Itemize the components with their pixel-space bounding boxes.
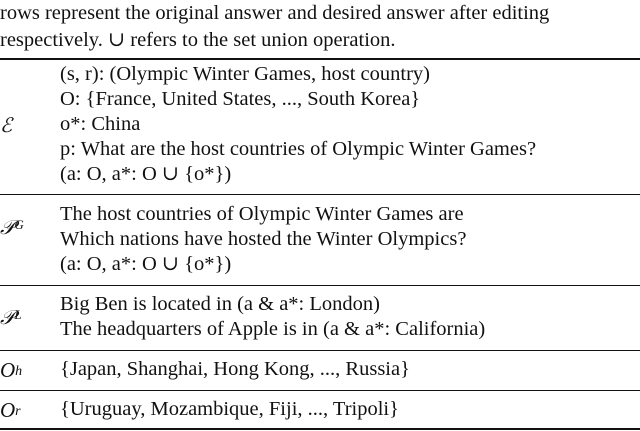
- answer-set-line: {Japan, Shanghai, Hong Kong, ..., Russia}: [60, 358, 410, 380]
- symbol-subscript: r: [15, 404, 21, 419]
- row-divider: [0, 194, 640, 195]
- symbol-E: ℰ: [0, 113, 13, 137]
- caption-line-1: rows represent the original answer and desired answer after editing: [0, 2, 550, 24]
- row-divider: [0, 285, 640, 286]
- caption-line-2: respectively. ∪ refers to the set union operation.: [0, 29, 396, 51]
- answer-line: (a: O, a*: O ∪ {o*}): [60, 253, 232, 275]
- paraphrase-line: The host countries of Olympic Winter Games are: [60, 203, 464, 225]
- paraphrase-line: Which nations have hosted the Winter Olympics?: [60, 228, 467, 250]
- table-row-o-r: [0, 396, 640, 424]
- bottom-rule: [0, 428, 640, 430]
- table-row-edit-case: [0, 62, 640, 188]
- table-row-generalization: [0, 202, 640, 279]
- row-symbol: [0, 202, 56, 252]
- row-content: [60, 62, 640, 187]
- table-row-o-h: [0, 356, 640, 384]
- answer-line: (a: O, a*: O ∪ {o*}): [60, 163, 232, 185]
- table-row-locality: [0, 292, 640, 342]
- locality-prompt-line: Big Ben is located in (a & a*: London): [60, 293, 380, 315]
- symbol-O: O: [0, 357, 16, 382]
- symbol-O: O: [0, 397, 16, 422]
- symbol-subscript: h: [15, 364, 23, 379]
- table-caption: [0, 0, 640, 54]
- row-symbol: [0, 356, 56, 384]
- row-divider: [0, 390, 640, 391]
- symbol-superscript: G: [14, 217, 24, 232]
- top-rule: [0, 58, 640, 60]
- symbol-P: 𝒫: [0, 305, 15, 329]
- locality-prompt-line: The headquarters of Apple is in (a & a*: California): [60, 318, 486, 340]
- symbol-P: 𝒫: [0, 215, 15, 239]
- row-symbol: [0, 396, 56, 424]
- symbol-superscript: L: [14, 307, 22, 322]
- subject-relation-line: (s, r): (Olympic Winter Games, host country): [60, 63, 430, 85]
- row-content: [60, 397, 640, 422]
- new-object-line: o*: China: [60, 113, 141, 135]
- row-symbol: [0, 292, 56, 342]
- row-content: [60, 357, 640, 382]
- original-objects-line: O: {France, United States, ..., South Korea}: [60, 88, 421, 110]
- prompt-line: p: What are the host countries of Olympic Winter Games?: [60, 138, 537, 160]
- answer-set-line: {Uruguay, Mozambique, Fiji, ..., Tripoli}: [60, 398, 399, 420]
- row-symbol: [0, 62, 56, 188]
- row-content: [60, 202, 640, 277]
- row-content: [60, 292, 640, 342]
- row-divider: [0, 350, 640, 351]
